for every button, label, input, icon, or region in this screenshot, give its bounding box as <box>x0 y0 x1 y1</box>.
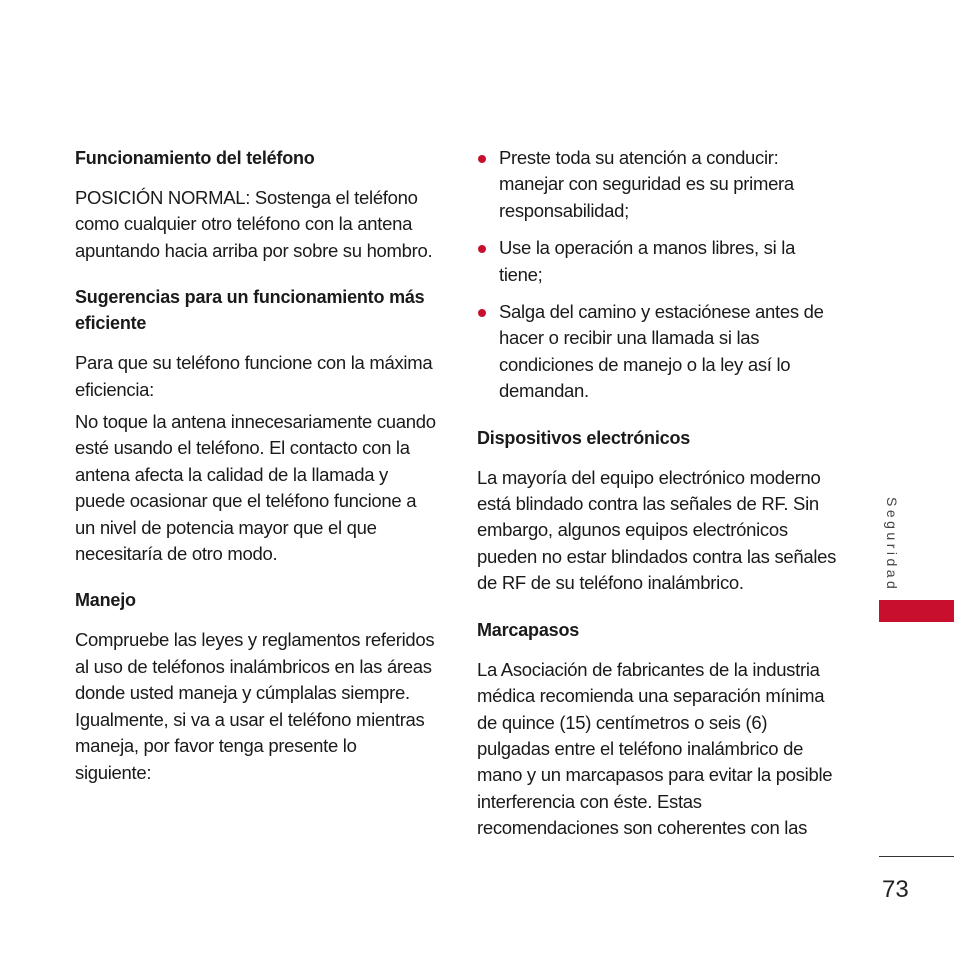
heading-efficiency-tips: Sugerencias para un funcionamiento más eficiente <box>75 287 425 334</box>
page-number: 73 <box>882 876 909 903</box>
right-column <box>477 145 839 842</box>
list-item <box>477 235 839 288</box>
bullet-text: Use la operación a manos libres, si la tiene; <box>499 237 796 285</box>
bullet-icon <box>478 245 486 253</box>
heading-pacemakers: Marcapasos <box>477 619 580 640</box>
paragraph-normal-position: POSICIÓN NORMAL: Sostenga el teléfono como cualquier otro teléfono con la antena apuntando hacia arriba por sobre su hombro. <box>75 187 433 261</box>
bullet-text: Salga del camino y estaciónese antes de hacer o recibir una llamada si las condiciones de manejo o la ley así lo demandan. <box>499 301 824 402</box>
heading-driving: Manejo <box>75 590 136 611</box>
list-item <box>477 145 839 224</box>
section-tab-bar <box>879 600 954 622</box>
bullet-icon <box>478 309 486 317</box>
left-column <box>75 145 437 786</box>
list-item <box>477 299 839 405</box>
paragraph-antenna: No toque la antena innecesariamente cuando esté usando el teléfono. El contacto con la antena afecta la calidad de la llamada y puede ocasionar que el teléfono funcione a un nivel de potencia mayor que el que necesitaría de otro modo. <box>75 411 436 565</box>
paragraph-driving: Compruebe las leyes y reglamentos referidos al uso de teléfonos inalámbricos en las áreas donde usted maneja y cúmplalas siempre. Igualmente, si va a usar el teléfono mientras maneja, por favor tenga presente lo siguiente: <box>75 629 435 783</box>
heading-phone-operation: Funcionamiento del teléfono <box>75 148 315 168</box>
paragraph-electronic-devices: La mayoría del equipo electrónico moderno está blindado contra las señales de RF. Sin embargo, algunos equipos electrónicos pueden no estar blindados contra las señales de RF de su teléfono inalámbrico. <box>477 466 837 594</box>
footer-divider <box>879 856 954 857</box>
paragraph-efficiency-intro: Para que su teléfono funcione con la máxima eficiencia: <box>75 352 433 400</box>
section-tab-label: Seguridad <box>884 497 900 593</box>
bullet-text: Preste toda su atención a conducir: manejar con seguridad es su primera responsabilidad; <box>499 147 794 221</box>
paragraph-pacemakers: La Asociación de fabricantes de la industria médica recomienda una separación mínima de quince (15) centímetros o seis (6) pulgadas entre el teléfono inalámbrico de mano y un marcapasos para evitar la posible interferencia con éste. Estas recomendaciones son coherentes con las <box>477 658 833 839</box>
heading-electronic-devices: Dispositivos electrónicos <box>477 427 691 448</box>
bullet-icon <box>478 155 486 163</box>
